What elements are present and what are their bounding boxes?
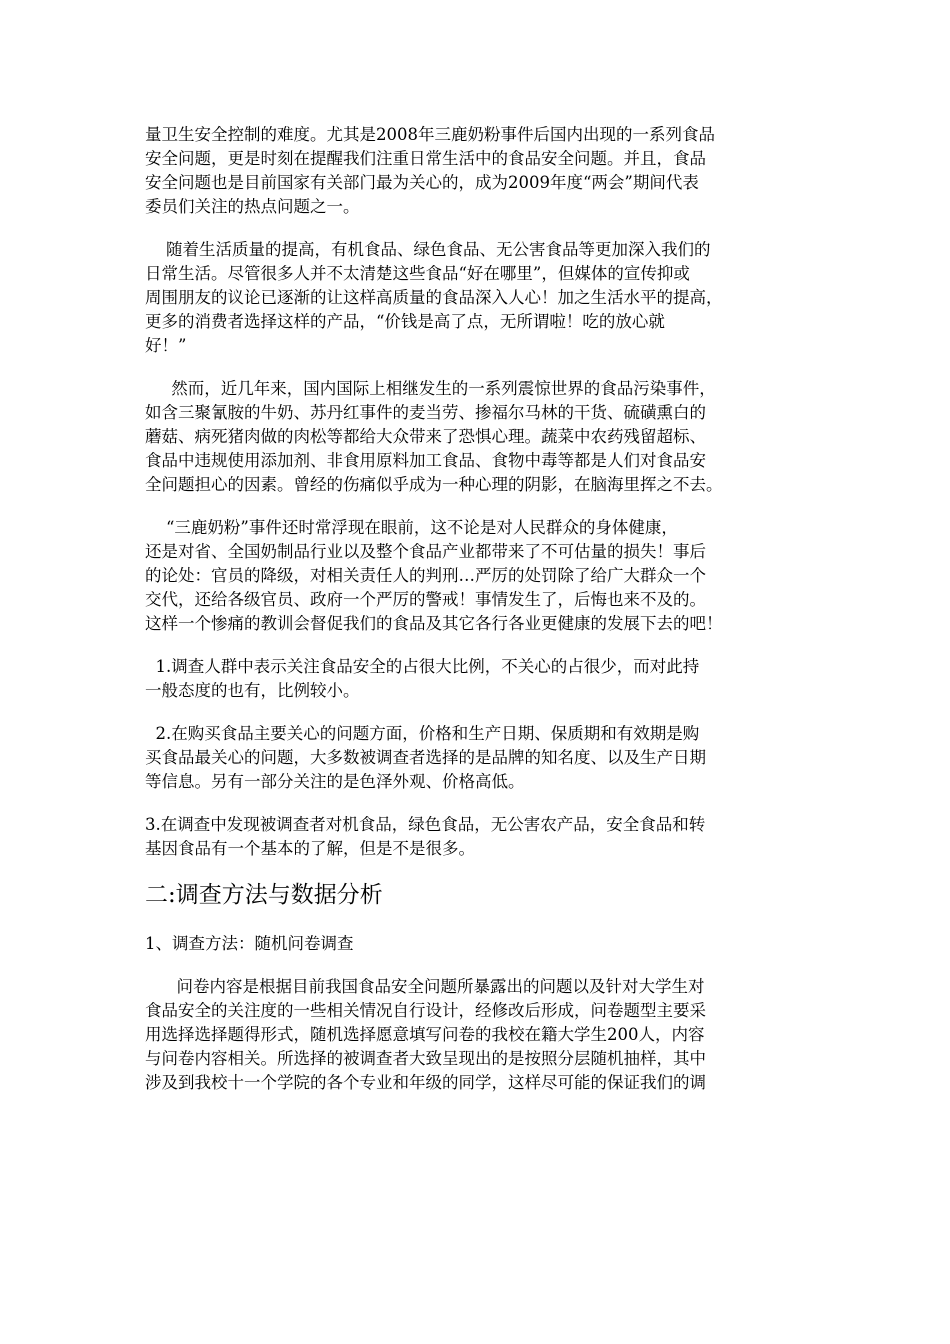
text-line: 与问卷内容相关。所选择的被调查者大致呈现出的是按照分层随机抽样，其中 (145, 1049, 706, 1068)
finding-2 (145, 722, 807, 794)
text-line: 周围朋友的议论已逐渐的让这样高质量的食品深入人心！加之生活水平的提高， (145, 288, 723, 307)
text-line: 食品中违规使用添加剂、非食用原料加工食品、食物中毒等都是人们对食品安 (145, 451, 706, 470)
text-line: 安全问题，更是时刻在提醒我们注重日常生活中的食品安全问题。并且，食品 (145, 149, 706, 168)
text-line: 委员们关注的热点问题之一。 (145, 197, 360, 216)
text-line: 问卷内容是根据目前我国食品安全问题所暴露出的问题以及针对大学生对 (145, 977, 705, 996)
text-line: 量卫生安全控制的难度。尤其是2008年三鹿奶粉事件后国内出现的一系列食品 (145, 125, 715, 144)
text-line: 交代，还给各级官员、政府一个严厉的警戒！事情发生了，后悔也来不及的。 (145, 590, 706, 609)
text-line: 还是对省、全国奶制品行业以及整个食品产业都带来了不可估量的损失！事后 (145, 542, 706, 561)
text-line: 用选择选择题得形式，随机选择愿意填写问卷的我校在籍大学生200人，内容 (145, 1025, 705, 1044)
finding-3 (145, 813, 807, 861)
section-heading: 二:调查方法与数据分析 (145, 882, 383, 908)
text-line: 等信息。另有一部分关注的是色泽外观、价格高低。 (145, 772, 525, 791)
text-line: 的论处：官员的降级，对相关责任人的判刑…严厉的处罚除了给广大群众一个 (145, 566, 706, 585)
text-line: 基因食品有一个基本的了解，但是不是很多。 (145, 839, 475, 858)
text-line: 1.调查人群中表示关注食品安全的占很大比例，不关心的占很少，而对此持 (145, 657, 700, 676)
text-line: 全问题担心的因素。曾经的伤痛似乎成为一种心理的阴影，在脑海里挥之不去。 (145, 475, 723, 494)
text-line: 更多的消费者选择这样的产品，“价钱是高了点，无所谓啦！吃的放心就 (145, 312, 665, 331)
paragraph-organic-food (145, 238, 807, 358)
paragraph-sanlu-incident (145, 516, 807, 636)
text-line: 随着生活质量的提高，有机食品、绿色食品、无公害食品等更加深入我们的 (145, 240, 711, 259)
text-line: 日常生活。尽管很多人并不太清楚这些食品“好在哪里”，但媒体的宣传抑或 (145, 264, 690, 283)
subheading-survey-method: 1、调查方法：随机问卷调查 (145, 934, 354, 953)
document-page (145, 123, 807, 1114)
text-line: 3.在调查中发现被调查者对机食品，绿色食品，无公害农产品，安全食品和转 (145, 815, 706, 834)
text-line: 2.在购买食品主要关心的问题方面，价格和生产日期、保质期和有效期是购 (145, 724, 700, 743)
text-line: 蘑菇、病死猪肉做的肉松等都给大众带来了恐惧心理。蔬菜中农药残留超标、 (145, 427, 706, 446)
paragraph-pollution-events (145, 377, 807, 497)
finding-1 (145, 655, 807, 703)
text-line: 买食品最关心的问题，大多数被调查者选择的是品牌的知名度、以及生产日期 (145, 748, 706, 767)
text-line: 一般态度的也有，比例较小。 (145, 681, 360, 700)
text-line: 食品安全的关注度的一些相关情况自行设计，经修改后形成，问卷题型主要采 (145, 1001, 706, 1020)
paragraph-questionnaire (145, 975, 807, 1095)
text-line: 然而，近几年来，国内国际上相继发生的一系列震惊世界的食品污染事件， (145, 379, 716, 398)
paragraph-intro (145, 123, 807, 219)
text-line: “三鹿奶粉”事件还时常浮现在眼前，这不论是对人民群众的身体健康， (145, 518, 678, 537)
text-line: 好！” (145, 336, 187, 355)
text-line: 涉及到我校十一个学院的各个专业和年级的同学，这样尽可能的保证我们的调 (145, 1073, 706, 1092)
text-line: 安全问题也是目前国家有关部门最为关心的，成为2009年度“两会”期间代表 (145, 173, 699, 192)
text-line: 如含三聚氰胺的牛奶、苏丹红事件的麦当劳、掺福尔马林的干货、硫磺熏白的 (145, 403, 706, 422)
text-line: 这样一个惨痛的教训会督促我们的食品及其它各行各业更健康的发展下去的吧！ (145, 614, 723, 633)
